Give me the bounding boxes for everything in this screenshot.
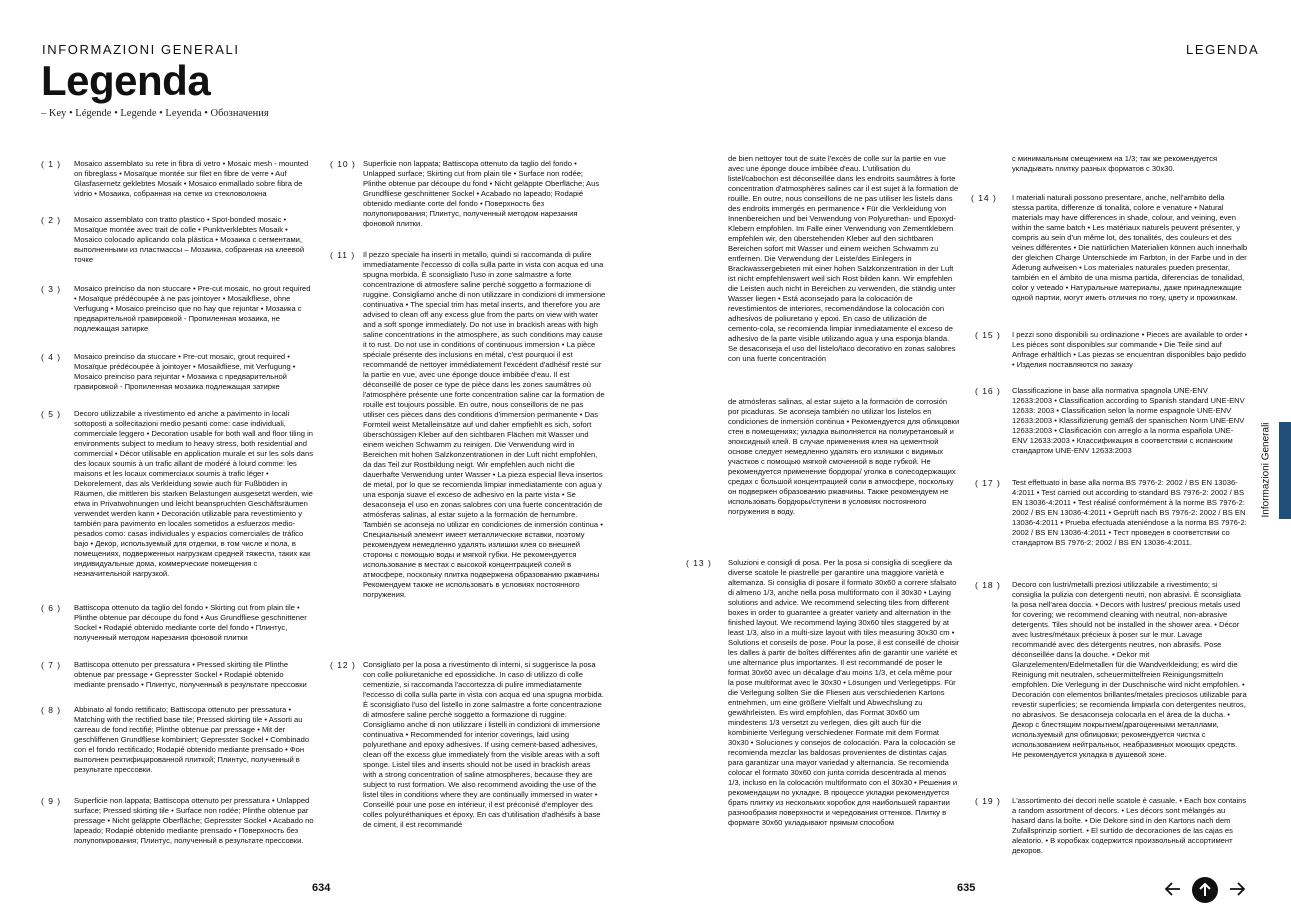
page-number-left: 634 bbox=[312, 882, 331, 894]
entry-text: Il pezzo speciale ha inserti in metallo, quindi si raccomanda di pulire immediatamente l'eccesso di colla sulla parte in vista con acqua ed una spugna morbida. È sconsigliato l'uso in zone salmastre a forte concentrazione di atmosfere saline perchè soggetto a formazione di ruggine. Consigliamo anche di non utilizzare in condizioni di immersione continuativa • The special trim has metal inserts, and therefore you are advised to clean off any excess glue from the parts on view with water and a soft sponge immediately. Do not use in brackish areas with high saline concentrations in the atmosphere, as such conditions may cause it to rust. Do not use in conditions of continuous immersion • La pièce spéciale présente des inclusions en métal, c'est pourquoi il est recommandé de nettoyer immédiatement l'excédent d'adhésif resté sur la partie en vue, avec une éponge douce imbibée d'eau. Il est déconseillé de poser ce type de pièce dans les zones saumâtres où l'atmosphère présente une forte concentration saline car la formation de rouille est toujours possible. En outre, nous conseillons de ne pas utiliser ces pièces dans des conditions d'immersion permanente • Das Formteil weist Metalleinsätze auf und daher empfiehlt es sich, sofort überschüssigen Kleber auf den sichtbaren Flächen mit Wasser und einem weichen Schwamm zu reinigen. Die Verwendung wird in Bereichen mit hohen Salzkonzentrationen in der Luft nicht empfohlen, da das Teil zur Rostbildung neigt. Wir empfehlen auch nicht die dauerhafte Verwendung unter Wasser • La pieza especial lleva insertos de metal, por lo que se recomienda limpiar inmediatamente con agua y una esponja suave el exceso de adhesivo en la parte vista • Se desaconseja el uso en zonas salobres con una fuerte concentración de atmósferas salinas, al estar sujeto a la formación de herrumbre. También se aconseja no utilizar en condiciones de inmersión continua • Специальный элемент имеет металлические вставки, поэтому рекомендуем немедленно удалять излишки клея со внешней стороны с помощью воды и мягкой губки. Не рекомендуется использование в местах с высокой концентрацией солей в атмосфере, поскольку плитка подвержена образованию ржавчины Рекомендуем также не использовать в условиях постоянного погружения. bbox=[363, 250, 606, 599]
section-header: INFORMAZIONI GENERALI bbox=[42, 42, 240, 57]
entry-number: ( 14 ) bbox=[971, 193, 997, 203]
arrow-up-icon bbox=[1199, 883, 1211, 897]
entry-text: Superficie non lappata; Battiscopa ottenuto da taglio del fondo • Unlapped surface; Skirting cut from plain tile • Surface non rodée; Plinthe obtenue par découpe du fond • Nicht geläppte Oberfläche; Aus Grundfliese geschnittener Sockel • Acabado no lapeado; Rodapié obtenido mediante corte del fondo • Поверхность без полупопирования; Плинтус, полученный методом нарезания фоновой плитки. bbox=[363, 159, 600, 228]
entry-text: Test effettuato in base alla norma BS 7976-2: 2002 / BS EN 13036-4:2011 • Test carried out according to standard BS 7976-2: 2002 / BS EN 13036-4:2011 • Test réalisé conformément à la norme BS 7976-2: 2002 / BS EN 13036-4:2011 • Geprüft nach BS 7976-2: 2002 / BS EN 13036-4:2011 • Prueba efectuada ateniéndose a la norma BS 7976-2: 2002 / BS EN 13036-4:2011 • Тест проведен в соответствии со стандартом BS 7976-2: 2002 / BS EN 13036-4:2011. bbox=[1012, 478, 1247, 547]
entry-number: ( 1 ) bbox=[41, 159, 62, 169]
entry-number: ( 15 ) bbox=[975, 330, 1001, 340]
page-label: LEGENDA bbox=[1186, 42, 1260, 57]
entry-number: ( 7 ) bbox=[41, 660, 62, 670]
entry-text: Consigliato per la posa a rivestimento di interni, si suggerisce la posa con colle poliuretaniche ed epossidiche. In caso di utilizzo di colle cementizie, si raccomanda l'accortezza di pulire immediatamente l'eccesso di colla sulla parte in vista con acqua ed una spugna morbida. È sconsigliato l'uso del listello in zone salmastre a forte concentrazione di atmosfere saline perchè soggetto a formazione di ruggine. Consigliamo anche di non utilizzare i listelli in condizioni di immersione continuativa • Recommended for interior coverings, laid using polyurethane and epoxy adhesives. If using cement-based adhesives, clean off the excess glue immediately from the visible areas with a soft sponge. Listel tiles and inserts should not be used in brackish areas with a strong concentration of saline atmospheres, because they are subject to rust formation. We also recommend avoiding the use of the listel tiles in conditions where they are continually immersed in water • Conseillé pour une pose en intérieur, il est préconisé d'employer des colles polyuréthaniques et époxy. En cas d'utilisation d'adhésifs à base de ciment, il est recommandé bbox=[363, 660, 604, 829]
entry-text: Mosaico preinciso da non stuccare • Pre-cut mosaic, no grout required • Mosaïque prédécoupée à ne pas jointoyer • Mosaikfliese, ohne Verfugung • Mosaico preinciso que no hay que rejuntar • Мозаика с предварительной гравировкой - Пропиленная мозаика, не подлежащая затирке bbox=[74, 284, 311, 333]
entry-text: Battiscopa ottenuto per pressatura • Pressed skirting tile Plinthe obtenue par pressage • Gepresster Sockel • Rodapié obtenido mediante prensado • Плинтус, полученный в результате прессовки bbox=[74, 660, 307, 689]
page-subtitle: – Key • Légende • Legende • Leyenda • Обозначения bbox=[41, 108, 269, 119]
entry-number: ( 13 ) bbox=[686, 558, 712, 568]
entry-number: ( 3 ) bbox=[41, 284, 62, 294]
entry-number: ( 11 ) bbox=[330, 250, 356, 260]
entry-number: ( 4 ) bbox=[41, 352, 62, 362]
entry-text: Superficie non lappata; Battiscopa ottenuto per pressatura • Unlapped surface; Pressed skirting tile • Surface non rodée; Plinthe obtenue par pressage • Nicht geläppte Oberfläche; Gepresster Sockel • Acabado no lapeado; Rodapié obtenido mediante prensado • Поверхность без полупопирования; Плинтус, полученный в результате прессовки. bbox=[74, 796, 314, 845]
entry-number: ( 5 ) bbox=[41, 409, 62, 419]
entry-text-continued: de atmósferas salinas, al estar sujeto a la formación de corrosión por picaduras. Se aconseja también no utilizar los listelos en condiciones de inmersión continua • Рекомендуется для облицовки стен в помещениях; укладка выполняется на полиуретановый и эпоксидный клей. В случае применения клея на цементной основе следует немедленно удалять его излишки с видимых участков с помощью мягкой смоченной в воде губкой. Не рекомендуется применение бордюра/ уголка в солесодержащих средах с большой концентрацией соли в атмосфере, поскольку он подвержен образованию ржавчины. Также рекомендуем не использовать бордюры/ступени в условиях постоянного погружения в воду. bbox=[728, 397, 960, 516]
entry-number: ( 12 ) bbox=[330, 660, 356, 670]
back-to-top-button[interactable] bbox=[1192, 877, 1218, 903]
entry-text: Mosaico assemblato su rete in fibra di vetro • Mosaic mesh - mounted on fibreglass • Mosaïque montée sur filet en fibre de verre • Auf Glasfasernetz geklebtes Mosaik • Mosaico enmallado sobre fibra de vidrio • Мозаика, собранная на сетке из стекловолокна bbox=[74, 159, 309, 198]
entry-number: ( 9 ) bbox=[41, 796, 62, 806]
entry-text: Decoro con lustri/metalli preziosi utilizzabile a rivestimento; si consiglia la pulizia con detergenti neutri, non abrasivi. È sconsigliata la posa nell'area doccia. • Decors with lustres/ precious metals used for covering; we recommend cleaning with neutral, non-abrasive detergents. Tiles should not be installed in the shower area. • Décor avec lustres/métaux précieux à poser sur le mur. Lavage recommandé avec des détergents neutres, non abrasifs. Pose déconseillée dans la douche. • Dekor mit Glanzelementen/Edelmetallen für die Wandverkleidung; es wird die Reinigung mit neutralen, scheuermittelfreien Reinigungsmitteln empfohlen. Die Verlegung in der Duschnische wird nicht empfohlen. • Decoración con elementos brillantes/metales preciosos utilizable para revestir superficies; se recomienda limpiarla con detergentes neutros, no abrasivos. Se desaconseja colocarla en el área de la ducha. • Декор с блестящим покрытием/драгоценными металлами, используемый для облицовки; рекомендуется чистка с использованием нейтральных, неабразивных моющих средств. Не рекомендуется укладка в душевой зоне. bbox=[1012, 580, 1247, 759]
entry-number: ( 6 ) bbox=[41, 603, 62, 613]
arrow-left-icon bbox=[1165, 882, 1181, 896]
entry-number: ( 2 ) bbox=[41, 215, 62, 225]
entry-number: ( 18 ) bbox=[975, 580, 1001, 590]
entry-text: Soluzioni e consigli di posa. Per la posa si consiglia di scegliere da diverse scatole le piastrelle per garantire una maggiore varietà e alternanza. Si consiglia di posare il formato 30x60 a correre sfalsato di almeno 1/3, anche nella posa multiformato con il 30x30 • Laying solutions and advice. We recommend selecting tiles from different boxes in order to guarantee a greater variety and alternation in the finished layout. We recommend laying 30x60 tiles staggered by at least 1/3, also in a multi-size layout with tiles measuring 30x30 cm • Solutions et conseils de pose. Pour la pose, il est conseillé de choisir les dalles à partir de boîtes différentes afin de garantir une variété et une alternance plus importantes. Il est recommandé de poser le format 30x60 avec un décalage d'au moins 1/3, et cela même pour la pose multiformat avec le 30x30 • Lösungen und Verlegetipps. Für die Verlegung sollten Sie die Fliesen aus verschiedenen Kartons entnehmen, um eine größere Vielfalt und Abwechslung zu gewährleisten. Es wird empfohlen, das Format 30x60 um mindestens 1/3 versetzt zu verlegen, dies gilt auch für die kombinierte Verlegung verschiedener Formate mit dem Format 30x30 • Soluciones y consejos de colocación. Para la colocación se recomienda mezclar las baldosas provenientes de distintas cajas para garantizar una mayor variedad y alternancia. Se recomienda colocar el formato 30x60 con junta corrida descentrada al menos 1/3, incluso en la colocación multiformato con el 30x30 • Решения и рекомендации по укладке. В процессе укладки рекомендуется брать плитку из нескольких коробок для наибольшей гарантии разнообразия поверхности и чередования оттенков. Плитку в формате 30x60 укладывают прямым способом bbox=[728, 558, 960, 827]
entry-number: ( 17 ) bbox=[975, 478, 1001, 488]
page-number-right: 635 bbox=[957, 882, 976, 894]
section-side-label: Informazioni Generali bbox=[1260, 422, 1272, 518]
previous-page-button[interactable] bbox=[1162, 878, 1184, 900]
entry-text: I pezzi sono disponibili su ordinazione • Pieces are available to order • Les pièces sont disponibles sur commande • Die Teile sind auf Anfrage erhältlich • Las piezas se encuentran disponibles bajo pedido • Изделия поставляются по заказу bbox=[1012, 330, 1248, 369]
entry-text: Decoro utilizzabile a rivestimento ed anche a pavimento in locali sottoposti a sollecitazioni medio pesanti come: case individuali, commerciale leggero • Decoration usable for both wall and floor tiling in environments subject to medium to heavy stress, both residential and commercial • Décor utilisable en application murale et sur les sols dans des locaux soumis à un trafic allant de modéré à lourd comme: les maisons et les locaux commerciaux soumis à trafic léger • Dekorelement, das als Verkleidung sowie auch für Fußböden in Räumen, die mittleren bis starken Belastungen ausgesetzt werden, wie etwa in Privatwohnungen und leicht beanspruchten Geschäftsräumen verwendet werden kann • Decoración utilizable para revestimiento y también para pavimento en locales sometidos a esfuerzos medio-pesados como: casas individuales y espacios comerciales de tráfico bajo • Декор, используемый для отделки, в том числе и пола, в помещениях, подверженных нагрузкам средней тяжести, таких как индивидуальные дома, коммерческие помещения с незначительной нагрузкой. bbox=[74, 409, 314, 578]
arrow-right-icon bbox=[1229, 882, 1245, 896]
entry-text: I materiali naturali possono presentare, anche, nell'ambito della stessa partita, differenze di tonalità, colore e venature • Natural materials may have differences in shade, colour, and veining, even within the same batch • Les matériaux naturels peuvent présenter, y compris au sein d'un même lot, des tonalités, des couleurs et des veines différentes • Die natürlichen Materialien können auch innerhalb der gleichen Charge Unterschiede im Farbton, in der Farbe und in der Äderung aufweisen • Los materiales naturales pueden presentar, también en el ámbito de una misma partida, diferencias de tonalidad, color y veteado • Натуральные материалы, даже принадлежащие одной партии, могут иметь отличия по тону, цвету и прожилкам. bbox=[1012, 193, 1248, 302]
entry-text-continued: de bien nettoyer tout de suite l'excès de colle sur la partie en vue avec une éponge douce imbibée d'eau. L'utilisation du listel/cabochon est déconseillée dans les endroits saumâtres à forte concentration d'atmosphères salines car il est sujet à la formation de rouille. En outre, nous conseillons de ne pas utiliser les listels dans des endroits immergés en permanence • Für die Verkleidung von Innenbereichen und bei Verwendung von Polyurethan- und Epoxyd-Klebern empfohlen. Im Falle einer Verwendung von Zementklebern empfehlen wir, den überstehenden Kleber auf den sichtbaren Bereichen sofort mit Wasser und einem weichen Schwamm zu entfernen. Die Verwendung der Leiste/des Einlegers in Brackwassergebieten mit einer hohen Salzkonzentration in der Luft ist nicht empfehlenswert weil sich Rost bilden kann. Wir empfehlen die Leisten auch nicht in Bereichen zu verwenden, die ständig unter Wasser liegen • Está aconsejado para la colocación de revestimientos de interiores, recomendándose la colocación con adhesivos de poliuretano y epoxi. En caso de utilización de cemento-cola, se recomienda limpiar inmediatamente el exceso de adhesivo de la parte visible utilizando agua y una esponja blanda. Se desaconseja el uso del listelo/taco decorativo en zonas salobres con una fuerte concentración bbox=[728, 154, 959, 363]
entry-text: Battiscopa ottenuto da taglio del fondo • Skirting cut from plain tile • Plinthe obtenue par découpe du fond • Aus Grundfliese geschnittener Sockel • Rodapié obtenido mediante corte del fondo • Плинтус, полученный методом нарезания фоновой плитки bbox=[74, 603, 307, 642]
entry-number: ( 10 ) bbox=[330, 159, 356, 169]
entry-text: L'assortimento dei decori nelle scatole è casuale. • Each box contains a random assortment of decors. • Les décors sont mélangés au hasard dans la boîte. • Die Dekore sind in den Kartons nach dem Zufallsprinzip sortiert. • El surtido de decoraciones de las cajas es aleatorio. • В коробках содержится произвольный ассортимент декоров. bbox=[1012, 796, 1247, 855]
entry-text: Classificazione in base alla normativa spagnola UNE-ENV 12633:2003 • Classification according to Spanish standard UNE-ENV 12633: 2003 • Classification selon la norme espagnole UNE-ENV 12633:2003 • Klassifizierung gemäß der spanischen Norm UNE-ENV 12633:2003 • Clasificación con arreglo a la norma española UNE-ENV 12633:2003 • Классификация в соответствии с испанским стандартом UNE-ENV 12633:2003 bbox=[1012, 386, 1245, 455]
entry-number: ( 8 ) bbox=[41, 705, 62, 715]
page-title: Legenda bbox=[41, 57, 211, 104]
entry-text: Mosaico assemblato con tratto plastico • Spot-bonded mosaic • Mosaïque montée avec trait de colle • Punktverklebtes Mosaik • Mosaico colocado aplicando cola plástica • Мозаика с сегментами, выполненными из пластмассы – Мозаика, собранная на клеевой точке bbox=[74, 215, 305, 264]
next-page-button[interactable] bbox=[1226, 878, 1248, 900]
entry-number: ( 16 ) bbox=[975, 386, 1001, 396]
entry-number: ( 19 ) bbox=[975, 796, 1001, 806]
section-side-tab bbox=[1279, 422, 1291, 519]
entry-text: Mosaico preinciso da stuccare • Pre-cut mosaic, grout required • Mosaïque prédécoupée à jointoyer • Mosaikfliese, mit Verfugung • Mosaico preinciso para rejuntar • Мозаика с предварительной гравировкой - Пропиленная мозаика подлежащая затирке bbox=[74, 352, 296, 391]
entry-text: Abbinato al fondo rettificato; Battiscopa ottenuto per pressatura • Matching with the rectified base tile; Pressed skirting tile • Assorti au carreau de fond rectifié; Plinthe obtenue par pressage • Mit der geschliffenen Grundfliese kombiniert; Gepresster Sockel • Combinado con el fondo rectificado; Rodapié obtenido mediante prensado • Фон выполнен ректифицированной плиткой; Плинтус, полученный в результате прессовки. bbox=[74, 705, 310, 774]
entry-text-continued: с минимальным смещением на 1/3; так же рекомендуется укладывать плитку разных форматов с 30x30. bbox=[1012, 154, 1218, 173]
